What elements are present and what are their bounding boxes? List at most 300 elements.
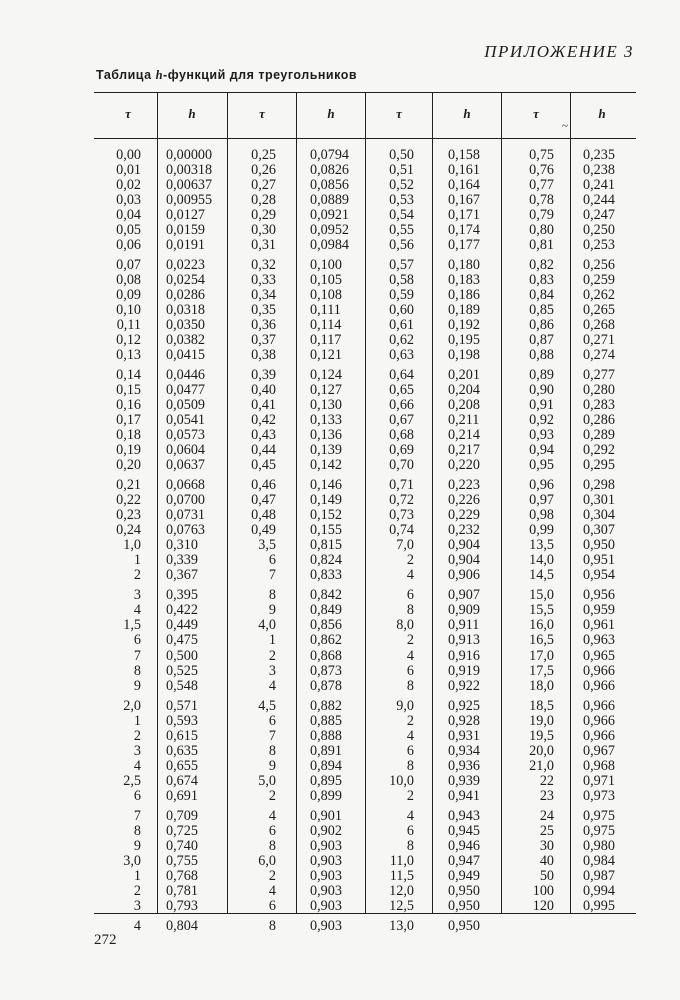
h-cell: 0,975 xyxy=(583,822,615,839)
h-cell: 0,0318 xyxy=(166,302,206,319)
h-cell: 0,339 xyxy=(166,552,198,569)
tau-cell: 0,55 xyxy=(389,222,414,239)
tau-cell: 7,0 xyxy=(396,537,414,554)
tau-cell: 0,22 xyxy=(116,492,141,509)
tau-cell: 17,0 xyxy=(529,647,554,664)
h-cell: 0,995 xyxy=(583,897,615,914)
h-cell: 0,174 xyxy=(448,222,480,239)
tau-cell: 50 xyxy=(539,867,554,884)
h-cell: 0,951 xyxy=(583,552,615,569)
tau-cell: 6 xyxy=(268,712,276,729)
h-cell: 0,931 xyxy=(448,727,480,744)
h-cell: 0,913 xyxy=(448,632,480,649)
tau-cell: 0,67 xyxy=(389,412,414,429)
h-cell: 0,768 xyxy=(166,867,198,884)
h-cell: 0,232 xyxy=(448,522,480,539)
h-cell: 0,0509 xyxy=(166,397,206,414)
h-cell: 0,833 xyxy=(310,567,342,584)
h-cell: 0,903 xyxy=(310,897,342,914)
h-cell: 0,971 xyxy=(583,772,615,789)
h-cell: 0,250 xyxy=(583,222,615,239)
tau-cell: 6 xyxy=(268,822,276,839)
h-cell: 0,959 xyxy=(583,602,615,619)
h-cell: 0,899 xyxy=(310,787,342,804)
tau-cell: 1,5 xyxy=(123,617,141,634)
h-cell: 0,911 xyxy=(448,617,480,634)
tau-cell: 4,5 xyxy=(258,697,276,714)
h-cell: 0,966 xyxy=(583,727,615,744)
tau-cell: 0,61 xyxy=(389,317,414,334)
h-cell: 0,945 xyxy=(448,822,480,839)
h-cell: 0,0477 xyxy=(166,382,206,399)
h-cell: 0,152 xyxy=(310,507,342,524)
tau-cell: 0,83 xyxy=(529,272,554,289)
h-cell: 0,655 xyxy=(166,757,198,774)
tau-cell: 8 xyxy=(268,742,276,759)
h-cell: 0,155 xyxy=(310,522,342,539)
h-cell: 0,124 xyxy=(310,367,342,384)
h-cell: 0,214 xyxy=(448,427,480,444)
h-cell: 0,882 xyxy=(310,697,342,714)
tau-cell: 0,14 xyxy=(116,367,141,384)
tau-cell: 0,72 xyxy=(389,492,414,509)
tau-cell: 0,18 xyxy=(116,427,141,444)
tau-cell: 0,49 xyxy=(251,522,276,539)
h-cell: 0,936 xyxy=(448,757,480,774)
tau-cell: 0,39 xyxy=(251,367,276,384)
h-cell: 0,121 xyxy=(310,347,342,364)
tau-cell: 0,78 xyxy=(529,192,554,209)
tau-cell: 8 xyxy=(268,917,276,934)
h-cell: 0,105 xyxy=(310,272,342,289)
h-cell: 0,939 xyxy=(448,772,480,789)
h-cell: 0,781 xyxy=(166,882,198,899)
tau-cell: 7 xyxy=(268,727,276,744)
h-cell: 0,259 xyxy=(583,272,615,289)
tau-cell: 0,95 xyxy=(529,457,554,474)
tau-cell: 7 xyxy=(268,567,276,584)
tau-cell: 4 xyxy=(133,602,141,619)
tau-cell: 2 xyxy=(133,882,141,899)
h-cell: 0,963 xyxy=(583,632,615,649)
tau-cell: 0,38 xyxy=(251,347,276,364)
h-column-3 xyxy=(448,148,498,934)
tau-cell: 0,69 xyxy=(389,442,414,459)
h-cell: 0,00318 xyxy=(166,162,213,179)
tau-cell: 0,48 xyxy=(251,507,276,524)
h-cell: 0,0446 xyxy=(166,367,206,384)
h-cell: 0,965 xyxy=(583,647,615,664)
column-divider xyxy=(227,93,228,913)
tau-cell: 3,5 xyxy=(258,537,276,554)
tau-cell: 0,26 xyxy=(251,162,276,179)
tau-cell: 21,0 xyxy=(529,757,554,774)
h-cell: 0,130 xyxy=(310,397,342,414)
h-cell: 0,177 xyxy=(448,237,480,254)
tau-cell: 4 xyxy=(406,647,414,664)
h-cell: 0,286 xyxy=(583,412,615,429)
tau-cell: 3,0 xyxy=(123,852,141,869)
tau-cell: 4 xyxy=(133,757,141,774)
h-cell: 0,975 xyxy=(583,807,615,824)
h-cell: 0,367 xyxy=(166,567,198,584)
h-cell: 0,244 xyxy=(583,192,615,209)
tau-cell: 0,13 xyxy=(116,347,141,364)
tau-cell: 6 xyxy=(133,787,141,804)
h-cell: 0,946 xyxy=(448,837,480,854)
tau-cell: 0,85 xyxy=(529,302,554,319)
h-cell: 0,198 xyxy=(448,347,480,364)
column-divider xyxy=(570,93,571,913)
h-cell: 0,903 xyxy=(310,852,342,869)
h-cell: 0,925 xyxy=(448,697,480,714)
tau-cell: 20,0 xyxy=(529,742,554,759)
h-cell: 0,0127 xyxy=(166,207,206,224)
tau-cell: 0,62 xyxy=(389,332,414,349)
h-cell: 0,271 xyxy=(583,332,615,349)
h-cell: 0,994 xyxy=(583,882,615,899)
tau-cell: 9 xyxy=(133,677,141,694)
h-cell: 0,895 xyxy=(310,772,342,789)
tau-cell: 0,79 xyxy=(529,207,554,224)
h-cell: 0,903 xyxy=(310,917,342,934)
tau-cell: 9 xyxy=(133,837,141,854)
h-cell: 0,204 xyxy=(448,382,480,399)
h-cell: 0,00955 xyxy=(166,192,213,209)
tau-cell: 0,05 xyxy=(116,222,141,239)
h-cell: 0,0921 xyxy=(310,207,350,224)
h-cell: 0,548 xyxy=(166,677,198,694)
h-cell: 0,280 xyxy=(583,382,615,399)
tau-cell: 18,0 xyxy=(529,677,554,694)
header-h-4: h xyxy=(598,106,606,121)
h-cell: 0,0826 xyxy=(310,162,350,179)
tau-cell: 4 xyxy=(406,727,414,744)
tau-cell: 0,74 xyxy=(389,522,414,539)
tau-cell: 0,98 xyxy=(529,507,554,524)
tau-cell: 12,5 xyxy=(389,897,414,914)
h-cell: 0,142 xyxy=(310,457,342,474)
h-cell: 0,709 xyxy=(166,807,198,824)
h-cell: 0,00637 xyxy=(166,177,213,194)
h-cell: 0,956 xyxy=(583,587,615,604)
h-cell: 0,891 xyxy=(310,742,342,759)
h-cell: 0,223 xyxy=(448,477,480,494)
h-cell: 0,136 xyxy=(310,427,342,444)
tau-cell: 8 xyxy=(406,602,414,619)
tau-cell: 0,90 xyxy=(529,382,554,399)
h-cell: 0,307 xyxy=(583,522,615,539)
h-cell: 0,934 xyxy=(448,742,480,759)
caption-h-symbol: h xyxy=(155,68,164,82)
tau-cell: 17,5 xyxy=(529,662,554,679)
header-tau-1: τ xyxy=(125,106,131,121)
tau-column-2 xyxy=(234,148,276,934)
h-cell: 0,950 xyxy=(448,882,480,899)
h-cell: 0,968 xyxy=(583,757,615,774)
header-h-1: h xyxy=(188,106,196,121)
h-column-1 xyxy=(166,148,226,934)
tau-cell: 8 xyxy=(133,662,141,679)
h-cell: 0,100 xyxy=(310,257,342,274)
h-cell: 0,247 xyxy=(583,207,615,224)
h-cell: 0,987 xyxy=(583,867,615,884)
h-cell: 0,0286 xyxy=(166,287,206,304)
tau-cell: 0,81 xyxy=(529,237,554,254)
tau-cell: 2 xyxy=(268,647,276,664)
h-cell: 0,0191 xyxy=(166,237,206,254)
h-cell: 0,310 xyxy=(166,537,198,554)
tau-cell: 0,71 xyxy=(389,477,414,494)
tau-cell: 2 xyxy=(406,712,414,729)
tau-cell: 7 xyxy=(133,647,141,664)
tau-cell: 2,0 xyxy=(123,697,141,714)
tau-cell: 0,50 xyxy=(389,147,414,163)
h-cell: 0,127 xyxy=(310,382,342,399)
tau-cell: 0,37 xyxy=(251,332,276,349)
h-cell: 0,167 xyxy=(448,192,480,209)
h-cell: 0,0794 xyxy=(310,147,350,163)
tau-cell: 1 xyxy=(133,867,141,884)
h-cell: 0,295 xyxy=(583,457,615,474)
h-cell: 0,0889 xyxy=(310,192,350,209)
caption-prefix: Таблица xyxy=(96,68,156,82)
h-cell: 0,973 xyxy=(583,787,615,804)
h-cell: 0,395 xyxy=(166,587,198,604)
tau-cell: 0,12 xyxy=(116,332,141,349)
h-cell: 0,0637 xyxy=(166,457,206,474)
h-cell: 0,922 xyxy=(448,677,480,694)
tau-cell: 0,82 xyxy=(529,257,554,274)
tau-cell: 4 xyxy=(268,677,276,694)
h-cell: 0,793 xyxy=(166,897,198,914)
header-tau-4: τ xyxy=(533,106,539,121)
tau-cell: 0,03 xyxy=(116,192,141,209)
tau-cell: 0,28 xyxy=(251,192,276,209)
h-cell: 0,0984 xyxy=(310,237,350,254)
h-cell: 0,947 xyxy=(448,852,480,869)
tau-cell: 14,0 xyxy=(529,552,554,569)
tau-cell: 0,00 xyxy=(116,147,141,163)
tau-cell: 4 xyxy=(133,917,141,934)
h-cell: 0,256 xyxy=(583,257,615,274)
h-cell: 0,0573 xyxy=(166,427,206,444)
h-cell: 0,904 xyxy=(448,537,480,554)
tau-cell: 15,5 xyxy=(529,602,554,619)
h-cell: 0,274 xyxy=(583,347,615,364)
h-cell: 0,903 xyxy=(310,882,342,899)
tau-cell: 2 xyxy=(406,632,414,649)
tau-cell: 0,47 xyxy=(251,492,276,509)
tau-cell: 0,08 xyxy=(116,272,141,289)
tau-cell: 0,84 xyxy=(529,287,554,304)
h-cell: 0,868 xyxy=(310,647,342,664)
header-tau-3: τ xyxy=(396,106,402,121)
tau-cell: 0,40 xyxy=(251,382,276,399)
h-cell: 0,873 xyxy=(310,662,342,679)
tau-cell: 0,04 xyxy=(116,207,141,224)
h-cell: 0,966 xyxy=(583,662,615,679)
h-cell: 0,500 xyxy=(166,647,198,664)
h-cell: 0,241 xyxy=(583,177,615,194)
tau-cell: 120 xyxy=(532,897,554,914)
h-cell: 0,253 xyxy=(583,237,615,254)
tau-cell: 8,0 xyxy=(396,617,414,634)
tau-cell: 0,73 xyxy=(389,507,414,524)
tau-cell: 1,0 xyxy=(123,537,141,554)
h-cell: 0,111 xyxy=(310,302,341,319)
h-cell: 0,449 xyxy=(166,617,198,634)
h-cell: 0,903 xyxy=(310,867,342,884)
tau-cell: 0,54 xyxy=(389,207,414,224)
tau-cell: 0,33 xyxy=(251,272,276,289)
tau-cell: 10,0 xyxy=(389,772,414,789)
tau-cell: 6 xyxy=(406,742,414,759)
tau-cell: 9,0 xyxy=(396,697,414,714)
h-cell: 0,292 xyxy=(583,442,615,459)
tau-cell: 0,01 xyxy=(116,162,141,179)
h-cell: 0,186 xyxy=(448,287,480,304)
h-cell: 0,114 xyxy=(310,317,342,334)
tau-cell: 0,32 xyxy=(251,257,276,274)
tau-cell: 4 xyxy=(406,807,414,824)
tau-cell: 1 xyxy=(133,552,141,569)
tau-cell: 0,06 xyxy=(116,237,141,254)
column-divider xyxy=(296,93,297,913)
caption-suffix: -функций для треугольников xyxy=(163,68,358,82)
tau-cell: 6 xyxy=(268,552,276,569)
h-cell: 0,301 xyxy=(583,492,615,509)
h-cell: 0,941 xyxy=(448,787,480,804)
h-cell: 0,158 xyxy=(448,147,480,163)
tau-cell: 0,15 xyxy=(116,382,141,399)
h-cell: 0,304 xyxy=(583,507,615,524)
h-cell: 0,842 xyxy=(310,587,342,604)
tau-cell: 9 xyxy=(268,602,276,619)
tau-cell: 6 xyxy=(133,632,141,649)
tau-cell: 0,27 xyxy=(251,177,276,194)
tau-cell: 7 xyxy=(133,807,141,824)
tau-cell: 0,34 xyxy=(251,287,276,304)
h-cell: 0,943 xyxy=(448,807,480,824)
tau-cell: 0,89 xyxy=(529,367,554,384)
tau-cell: 3 xyxy=(133,587,141,604)
tau-cell: 13,0 xyxy=(389,917,414,934)
h-cell: 0,164 xyxy=(448,177,480,194)
h-cell: 0,0541 xyxy=(166,412,206,429)
h-cell: 0,0763 xyxy=(166,522,206,539)
h-cell: 0,950 xyxy=(583,537,615,554)
tau-cell: 0,10 xyxy=(116,302,141,319)
tau-column-1 xyxy=(96,148,141,934)
h-cell: 0,904 xyxy=(448,552,480,569)
h-cell: 0,229 xyxy=(448,507,480,524)
tau-cell: 0,77 xyxy=(529,177,554,194)
table-caption xyxy=(96,68,357,83)
tau-cell: 8 xyxy=(406,837,414,854)
h-cell: 0,571 xyxy=(166,697,198,714)
h-cell: 0,195 xyxy=(448,332,480,349)
h-cell: 0,984 xyxy=(583,852,615,869)
h-cell: 0,878 xyxy=(310,677,342,694)
tau-cell: 0,52 xyxy=(389,177,414,194)
tau-cell: 16,0 xyxy=(529,617,554,634)
h-cell: 0,0604 xyxy=(166,442,206,459)
h-cell: 0,950 xyxy=(448,897,480,914)
tau-cell: 2 xyxy=(268,787,276,804)
tau-cell: 0,44 xyxy=(251,442,276,459)
tau-cell: 0,94 xyxy=(529,442,554,459)
tau-cell: 2 xyxy=(268,867,276,884)
h-cell: 0,139 xyxy=(310,442,342,459)
h-cell: 0,856 xyxy=(310,617,342,634)
tau-cell: 0,51 xyxy=(389,162,414,179)
h-cell: 0,289 xyxy=(583,427,615,444)
tau-cell: 0,30 xyxy=(251,222,276,239)
tau-cell: 2,5 xyxy=(123,772,141,789)
tau-cell: 0,31 xyxy=(251,237,276,254)
tau-cell: 9 xyxy=(268,757,276,774)
column-divider xyxy=(432,93,433,913)
h-cell: 0,211 xyxy=(448,412,480,429)
h-cell: 0,422 xyxy=(166,602,198,619)
h-cell: 0,235 xyxy=(583,147,615,163)
tau-column-3 xyxy=(370,148,414,934)
tau-cell: 0,93 xyxy=(529,427,554,444)
h-cell: 0,133 xyxy=(310,412,342,429)
h-cell: 0,208 xyxy=(448,397,480,414)
header-h-2: h xyxy=(327,106,335,121)
tau-cell: 5,0 xyxy=(258,772,276,789)
h-cell: 0,919 xyxy=(448,662,480,679)
tau-cell: 0,53 xyxy=(389,192,414,209)
tau-cell: 2 xyxy=(406,552,414,569)
h-cell: 0,615 xyxy=(166,727,198,744)
h-cell: 0,475 xyxy=(166,632,198,649)
tau-cell: 0,99 xyxy=(529,522,554,539)
tau-cell: 40 xyxy=(539,852,554,869)
tau-cell: 0,64 xyxy=(389,367,414,384)
tau-cell: 11,0 xyxy=(389,852,414,869)
tau-cell: 0,43 xyxy=(251,427,276,444)
tau-cell: 2 xyxy=(406,787,414,804)
tau-cell: 19,5 xyxy=(529,727,554,744)
tau-cell: 15,0 xyxy=(529,587,554,604)
tau-cell: 0,68 xyxy=(389,427,414,444)
h-cell: 0,740 xyxy=(166,837,198,854)
tau-cell: 0,92 xyxy=(529,412,554,429)
h-cell: 0,902 xyxy=(310,822,342,839)
tau-cell: 0,97 xyxy=(529,492,554,509)
tau-cell: 0,17 xyxy=(116,412,141,429)
tau-cell: 3 xyxy=(133,897,141,914)
tau-cell: 0,65 xyxy=(389,382,414,399)
tau-cell: 0,76 xyxy=(529,162,554,179)
tau-cell: 0,24 xyxy=(116,522,141,539)
tau-cell: 0,60 xyxy=(389,302,414,319)
h-cell: 0,849 xyxy=(310,602,342,619)
tau-column-4 xyxy=(510,148,554,914)
tau-cell: 0,91 xyxy=(529,397,554,414)
tau-cell: 22 xyxy=(539,772,554,789)
tau-cell: 8 xyxy=(133,822,141,839)
tau-cell: 100 xyxy=(532,882,554,899)
h-cell: 0,961 xyxy=(583,617,615,634)
tau-cell: 0,86 xyxy=(529,317,554,334)
tau-cell: 18,5 xyxy=(529,697,554,714)
tau-cell: 11,5 xyxy=(389,867,414,884)
tau-cell: 0,09 xyxy=(116,287,141,304)
